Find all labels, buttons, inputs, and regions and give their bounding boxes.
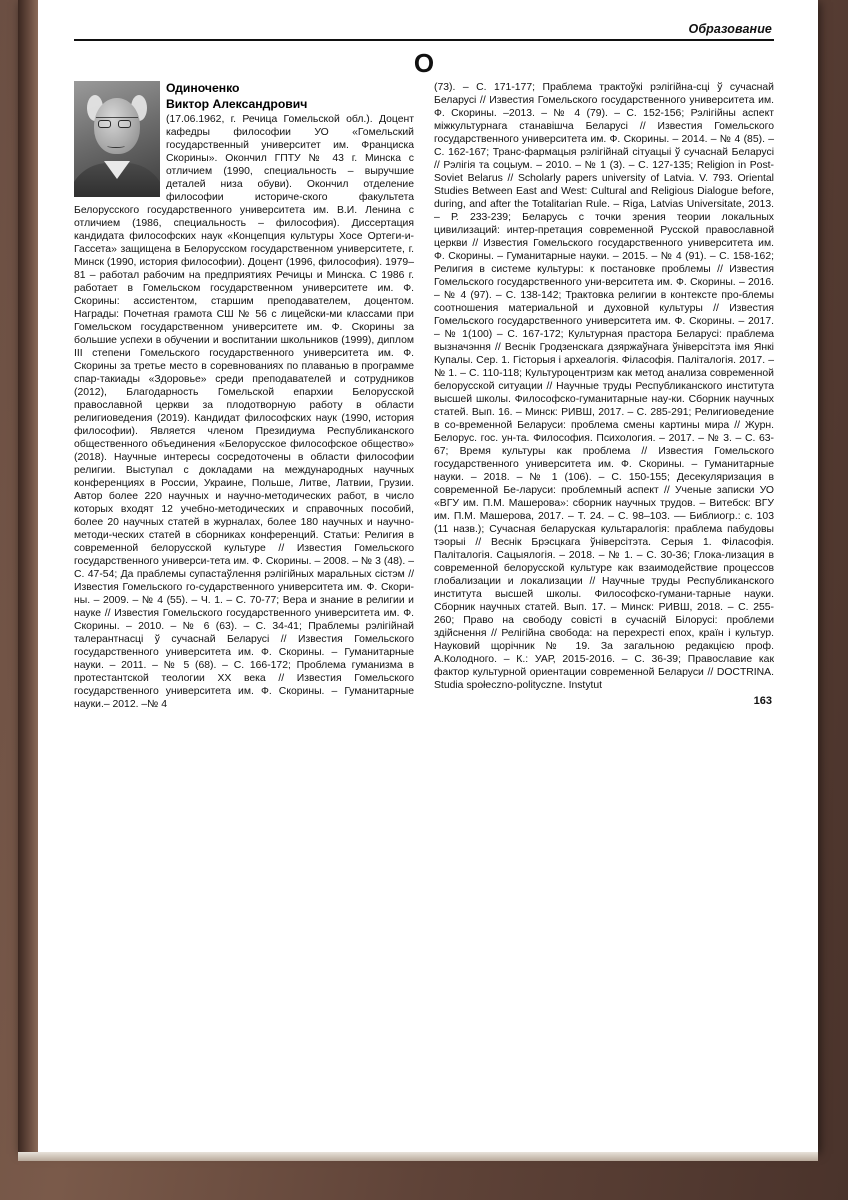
right-column	[434, 81, 774, 711]
page-content	[74, 22, 774, 1132]
entry-biography-left: (17.06.1962, г. Речица Гомельской обл.). Доцент кафедры философии УО «Гомельский государственный университет им. Франциска Скорины». Окончил ГПТУ № 43 г. Минска с отличием (1990, специальность – выручшие деталей низа обуви). Окончил отделение философии историче-ского факультета Белорусского государственного университета им. В.И. Ленина с отличием (1986, специальность – философия). Диссертация кандидата философских наук «Концепция культуры Хосе Ортеги-и-Гассета» защищена в Белорусском государственном университете, г. Минск (1990, история философии). Доцент (1996, философия). 1979–81 – работал рабочим на предприятиях Речицы и Минска. С 1986 г. работает в Гомельском государственном университете им. Ф. Скорины: ассистентом, старшим преподавателем, доцентом. Награды: Почетная грамота СШ № 56 с лицейски-ми классами при Гомельском государственном университете им. Ф. Скорины за большие успехи в обучении и воспитании школьников (1999), диплом III степени Гомельского государственного университета им. Ф. Скорины за третье место в соревнованиях по плаванью в программе спар-такиады «Здоровье» среди преподавателей и сотрудников (2012), Благодарность Гомельской епархии Белорусской православной церкви за плодотворную работу в области религиоведения (2019). Кандидат философских наук (1990, история философии). Является членом Президиума Республиканского общественного объединения «Белорусское философское общество» (2018). Научные интересы сосредоточены в области философии религии. Выступал с докладами на международных научных конференциях в России, Украине, Польше, Литве, Латвии, Грузии. Автор более 220 научных и научно-методических работ, в число которых входят 12 учебно-методических и справочных пособий, более 20 научных статей в журналах, более 180 научных и научно-методи-ческих статей в сборниках конференций. Статьи: Религия в современной белорусской культуре // Известия Гомельского государственного универси-тета им. Ф. Скорины. – 2008. – № 3 (48). – С. 47-54; Да праблемы супастаўлення рэлігійных маральных сістэм // Известия Гомельского го-сударственного университета им. Ф. Скори-ны. – 2009. – № 4 (55). – Ч. 1. – С. 70-77; Вера и знание в религии и науке // Известия Гомельского государственного университета им. Ф. Скорины. – 2010. – № 6 (63). – С. 34-41; Праблемы рэлігійнай талерантнасці ў сучаснай Беларусі // Известия Гомельского государственного университета им. Ф. Скорины. – Гуманитарные науки. – 2011. – № 5 (68). – С. 166-172; Проблема гуманизма в протестантской теологии XX века // Известия Гомельского государственного университета им. Ф. Скорины. – Гуманитарные науки.– 2012. –№ 4	[74, 114, 414, 711]
running-header: Образование	[688, 22, 772, 36]
entry-name-line2: Виктор Александрович	[166, 97, 308, 112]
portrait-mouth	[107, 144, 125, 148]
portrait-eye-left	[98, 120, 111, 128]
portrait-block	[74, 81, 414, 711]
book-page	[18, 0, 818, 1152]
page-number: 163	[753, 695, 772, 707]
entry-name-line1: Одиноченко	[166, 81, 240, 95]
portrait-eye-right	[118, 120, 131, 128]
text-columns	[74, 81, 774, 711]
header-rule	[74, 39, 774, 41]
left-column	[74, 81, 414, 711]
entry-biography-right: (73). – С. 171-177; Праблема трактоўкі рэлігійна-сці ў сучаснай Беларусі // Известия Гомельского государственного университета им. Ф. Скорины. –2013. – № 4 (79). – С. 152-156; Рэлігійны аспект міжкультурнага станавішча Беларусі // Известия Гомельского государственного университета им. Ф. Скорины. – 2014. – № 4 (85). – С. 162-167; Транс-фармацыя рэлігійнай сітуацыі ў сучаснай Беларусі // Рэлігія та соцыум. – 2010. – № 1 (3). – С. 127-135; Religion in Post-Soviet Belarus // Scholarly papers university of Latvia. V. 793. Oriental Studies Between East and West: Cultural and Religious Dialogue before, during, and after the Totalitarian Rule. – Riga, Latvias Universitate, 2013. – Р. 233-239; Беларусь с точки зрения теории локальных цивилизаций: интер-претация современной Русской православной церкви // Известия Гомельского государственного университета им. Ф. Скорины. – Гуманитарные науки. – 2015. – № 4 (91). – С. 158-162; Религия в системе культуры: к постановке проблемы // Известия Гомельского государственного уни-верситета им. Ф. Скорины. – 2016. – № 4 (97). – С. 138-142; Трактовка религии в контексте про-блемы соотношения материальной и духовной культуры // Известия Гомельского государственного университета им. Ф. Скорины. – 2017. – № 1(100) – С. 167-172; Культурная прастора Беларусі: праблема вызначэння // Веснік Гродзенскага дзяржаўнага ўніверсітэта імя Янкі Купалы. Сер. 1. Гісторыя і археалогія. Філасофія. Паліталогія. 2017. – № 1. – С. 110-118; Культуроцентризм как метод анализа современной белорусской ситуации // Научные труды Республиканского института высшей школы. Философско-гуманитарные нау-ки. Сборник научных статей. Вып. 16. – Минск: РИВШ, 2017. – С. 285-291; Религиоведение в со-временной Беларуси: проблема смены картины мира // Журн. Белорус. гос. ун-та. Философия. Психология. – 2017. – № 3. – С. 63-67; Время культуры как проблема // Известия Гомельского государственного университета им. Ф. Скорины. – Гуманитарные науки. – 2018. – № 1 (106). – С. 150-155; Десекуляризация в современной Бе-ларуси: проблемный аспект // Ученые записки УО «ВГУ им. П.М. Машерова»: сборник научных трудов. – Витебск: ВГУ им. П.М. Машерова, 2017. – Т. 24. – С. 98–103. –– Библиогр.: с. 103 (11 назв.); Сучасная беларуская культаралогія: праблема пабудовы тэорыі // Веснік Брэсцкага ўніверсітэта. Серыя 1. Філасофія. Паліталогія. Сацыялогія. – 2018. – № 1. – С. 30-36; Глока-лизация в современной белорусской культуре как взаимодействие процессов глобализации и локализации // Научные труды Республиканского института высшей школы. Философско-гумани-тарные науки. Сборник научных статей. Вып. 17. – Минск: РИВШ, 2018. – С. 255-260; Право на свободу совісті в сучасній Білорусі: проблеми здійснення // Релігійна свобода: на перехресті епох, країн і культур. Науковий щорічник № 19. За загальною редакцією проф. А.Колодного. – К.: УАР, 2015-2016. – С. 36-39; Православие как фактор культурной ориентации современной Беларуси // DOCTRINA. Studia społeczno-polityczne. Instytut	[434, 82, 774, 691]
book-spine	[18, 0, 38, 1152]
section-letter: О	[413, 48, 435, 78]
portrait-photo	[74, 81, 160, 197]
